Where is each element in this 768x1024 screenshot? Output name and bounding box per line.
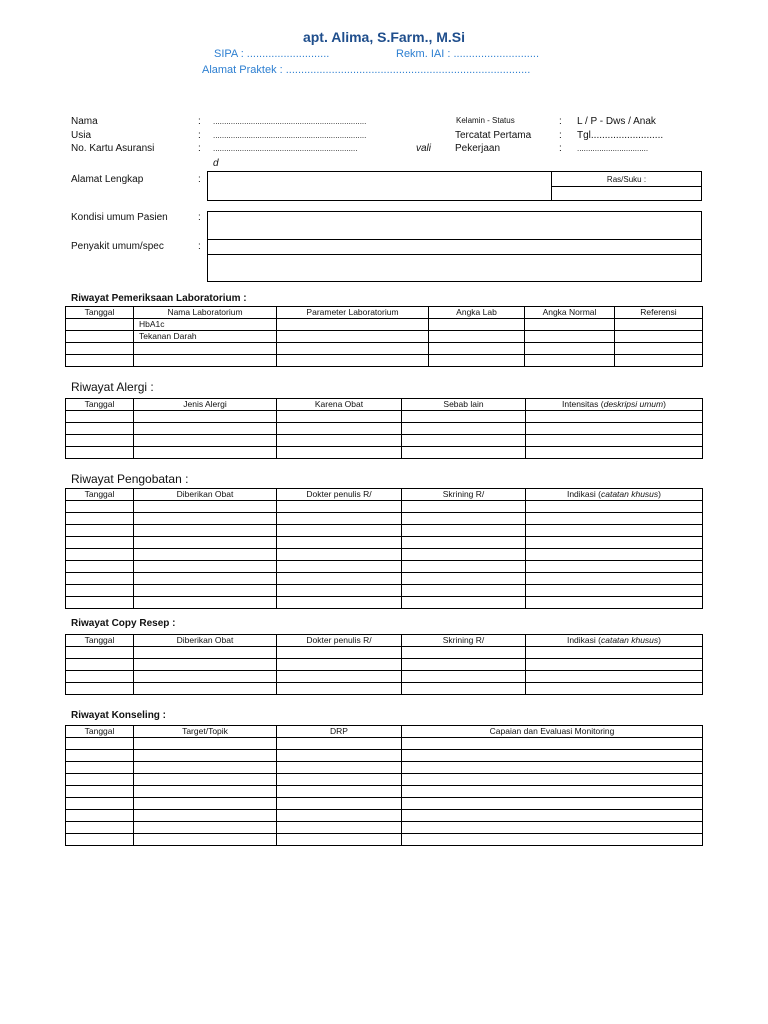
colon: : (198, 212, 201, 223)
table-cell[interactable] (134, 774, 277, 786)
table-cell[interactable] (134, 798, 277, 810)
table-cell[interactable] (66, 331, 134, 343)
table-cell[interactable] (277, 762, 402, 774)
table-cell[interactable] (402, 561, 526, 573)
column-header: Dokter penulis R/ (277, 635, 402, 647)
table-cell[interactable] (525, 355, 615, 367)
table-row (66, 501, 703, 513)
nama-value[interactable]: ..................................................................... (213, 117, 367, 126)
table-cell[interactable] (402, 537, 526, 549)
table-cell[interactable] (134, 659, 277, 671)
table-cell[interactable] (66, 683, 134, 695)
sipa-field: SIPA : ........................... (214, 48, 330, 60)
table-row (66, 319, 703, 331)
table-cell[interactable] (402, 435, 526, 447)
table-cell[interactable] (277, 525, 402, 537)
kartu-label: No. Kartu Asuransi (71, 143, 155, 154)
table-cell[interactable] (134, 786, 277, 798)
column-header: Target/Topik (134, 726, 277, 738)
table-cell[interactable] (615, 319, 703, 331)
table-cell[interactable] (526, 435, 703, 447)
table-row (66, 561, 703, 573)
table-cell[interactable] (615, 331, 703, 343)
table-cell[interactable] (402, 501, 526, 513)
column-header: Tanggal (66, 489, 134, 501)
table-cell[interactable] (66, 762, 134, 774)
table-cell[interactable] (66, 343, 134, 355)
header-text: ) (658, 489, 662, 499)
table-cell[interactable] (66, 537, 134, 549)
table-cell[interactable] (277, 786, 402, 798)
table-cell[interactable] (615, 355, 703, 367)
rekm-iai-field: Rekm. IAI : ............................ (396, 48, 540, 60)
table-cell[interactable] (134, 411, 277, 423)
column-header: Sebab lain (402, 399, 526, 411)
colon: : (198, 174, 201, 185)
table-cell[interactable] (134, 561, 277, 573)
table-cell[interactable] (277, 537, 402, 549)
table-cell[interactable] (526, 573, 703, 585)
table-row (66, 447, 703, 459)
table-row (66, 671, 703, 683)
table-cell[interactable] (66, 513, 134, 525)
table-header-row (66, 635, 703, 647)
table-row (66, 683, 703, 695)
table-cell[interactable] (134, 822, 277, 834)
table-cell[interactable] (526, 671, 703, 683)
table-cell[interactable] (134, 671, 277, 683)
kelamin-value[interactable]: L / P - Dws / Anak (577, 116, 656, 127)
table-header-row (66, 399, 703, 411)
table-cell[interactable] (277, 774, 402, 786)
column-header: Tanggal (66, 635, 134, 647)
table-cell[interactable] (526, 561, 703, 573)
copy-resep-section-title: Riwayat Copy Resep : (71, 618, 176, 629)
table-cell[interactable] (277, 573, 402, 585)
header-text-italic: deskripsi umum (603, 399, 664, 409)
table-cell[interactable] (66, 750, 134, 762)
table-cell[interactable] (429, 355, 525, 367)
table-cell[interactable] (277, 647, 402, 659)
table-cell[interactable] (134, 537, 277, 549)
table-cell[interactable] (66, 659, 134, 671)
colon: : (198, 130, 201, 141)
table-row (66, 834, 703, 846)
header-text: Indikasi ( (566, 489, 601, 499)
table-cell[interactable] (525, 331, 615, 343)
konseling-section-title: Riwayat Konseling : (71, 710, 167, 721)
table-cell[interactable] (402, 774, 703, 786)
kartu-value[interactable]: ................................................................. (213, 144, 358, 153)
table-cell[interactable] (402, 750, 703, 762)
table-cell[interactable] (134, 585, 277, 597)
usia-value[interactable]: ..................................................................... (213, 131, 367, 140)
table-cell[interactable] (134, 810, 277, 822)
table-cell[interactable] (66, 411, 134, 423)
table-cell[interactable] (66, 647, 134, 659)
ras-divider (551, 186, 702, 187)
table-cell[interactable] (66, 810, 134, 822)
lab-table (65, 306, 703, 367)
column-header: Referensi (615, 307, 703, 319)
table-row (66, 774, 703, 786)
table-cell[interactable] (526, 411, 703, 423)
table-row (66, 573, 703, 585)
nama-label: Nama (71, 116, 98, 127)
column-header: Dokter penulis R/ (277, 489, 402, 501)
table-cell[interactable] (66, 501, 134, 513)
table-cell[interactable] (277, 411, 402, 423)
table-cell[interactable] (526, 423, 703, 435)
table-cell[interactable] (277, 343, 429, 355)
colon: : (559, 116, 562, 127)
table-header-row (66, 307, 703, 319)
pengobatan-table (65, 488, 703, 609)
pekerjaan-label: Pekerjaan (455, 143, 501, 154)
table-cell[interactable] (134, 513, 277, 525)
column-header: Karena Obat (277, 399, 402, 411)
table-cell[interactable] (429, 319, 525, 331)
doctor-name-title: apt. Alima, S.Farm., M.Si (302, 29, 466, 45)
table-cell[interactable] (66, 435, 134, 447)
table-cell[interactable] (277, 750, 402, 762)
table-cell[interactable] (134, 573, 277, 585)
table-cell[interactable] (526, 647, 703, 659)
table-cell[interactable] (134, 750, 277, 762)
table-row (66, 798, 703, 810)
table-cell[interactable] (134, 343, 277, 355)
table-cell[interactable] (66, 585, 134, 597)
table-cell[interactable] (526, 549, 703, 561)
table-cell[interactable] (402, 513, 526, 525)
table-row (66, 355, 703, 367)
usia-label: Usia (71, 130, 92, 141)
table-cell[interactable] (277, 549, 402, 561)
column-header: Parameter Laboratorium (277, 307, 429, 319)
table-cell[interactable] (277, 683, 402, 695)
practice-address-field: Alamat Praktek : ................................................................................ (202, 64, 531, 76)
table-cell[interactable] (277, 331, 429, 343)
table-cell[interactable] (66, 774, 134, 786)
ras-label: Ras/Suku : (606, 175, 647, 184)
table-cell[interactable] (525, 343, 615, 355)
table-row (66, 343, 703, 355)
kondisi-box[interactable] (207, 211, 702, 282)
table-cell[interactable] (402, 786, 703, 798)
table-cell[interactable] (277, 447, 402, 459)
lab-section-title: Riwayat Pemeriksaan Laboratorium : (71, 293, 247, 304)
table-cell[interactable] (402, 683, 526, 695)
table-cell[interactable] (402, 762, 703, 774)
table-cell[interactable] (277, 834, 402, 846)
table-cell[interactable] (402, 447, 526, 459)
table-cell[interactable] (66, 561, 134, 573)
colon: : (198, 116, 201, 127)
table-cell[interactable] (402, 525, 526, 537)
table-cell[interactable] (134, 423, 277, 435)
table-cell[interactable] (526, 597, 703, 609)
table-cell[interactable] (402, 822, 703, 834)
table-cell[interactable] (277, 501, 402, 513)
colon: : (559, 130, 562, 141)
tercatat-value[interactable]: Tgl.......................... (577, 130, 664, 141)
table-cell[interactable] (66, 447, 134, 459)
table-cell[interactable] (66, 798, 134, 810)
table-cell[interactable] (402, 659, 526, 671)
table-cell[interactable] (526, 501, 703, 513)
table-cell[interactable] (402, 411, 526, 423)
column-header: Nama Laboratorium (134, 307, 277, 319)
table-cell[interactable] (134, 683, 277, 695)
table-cell[interactable] (402, 585, 526, 597)
column-header (526, 635, 703, 647)
colon: : (198, 143, 201, 154)
table-cell[interactable] (66, 423, 134, 435)
table-cell[interactable] (402, 671, 526, 683)
alamat-label: Alamat Lengkap (71, 174, 144, 185)
table-cell[interactable] (277, 810, 402, 822)
table-cell[interactable] (134, 834, 277, 846)
table-row (66, 525, 703, 537)
column-header: Capaian dan Evaluasi Monitoring (402, 726, 703, 738)
table-cell[interactable] (429, 343, 525, 355)
table-cell[interactable] (402, 798, 703, 810)
table-cell[interactable] (402, 549, 526, 561)
column-header: Jenis Alergi (134, 399, 277, 411)
table-cell[interactable] (402, 647, 526, 659)
header-text: Indikasi ( (566, 635, 601, 645)
table-cell[interactable] (66, 834, 134, 846)
table-cell[interactable] (66, 549, 134, 561)
table-header-row (66, 726, 703, 738)
table-cell[interactable] (277, 738, 402, 750)
table-cell[interactable] (402, 597, 526, 609)
table-cell[interactable] (277, 423, 402, 435)
table-cell[interactable] (66, 525, 134, 537)
alergi-section-title: Riwayat Alergi : (71, 380, 154, 394)
penyakit-divider (207, 254, 702, 255)
table-cell[interactable] (526, 585, 703, 597)
table-cell[interactable] (134, 447, 277, 459)
column-header: Tanggal (66, 726, 134, 738)
table-cell[interactable] (402, 423, 526, 435)
pengobatan-section-title: Riwayat Pengobatan : (71, 472, 189, 486)
table-cell[interactable] (134, 355, 277, 367)
table-cell[interactable] (277, 671, 402, 683)
column-header (526, 399, 703, 411)
table-cell[interactable] (277, 561, 402, 573)
table-cell[interactable] (277, 513, 402, 525)
table-row (66, 435, 703, 447)
table-cell[interactable] (134, 501, 277, 513)
table-cell[interactable] (134, 597, 277, 609)
table-cell[interactable] (402, 738, 703, 750)
column-header: Diberikan Obat (134, 635, 277, 647)
copy-resep-table (65, 634, 703, 695)
table-cell[interactable] (277, 585, 402, 597)
table-cell[interactable] (134, 525, 277, 537)
kondisi-divider (207, 239, 702, 240)
table-cell[interactable] (134, 647, 277, 659)
column-header: Diberikan Obat (134, 489, 277, 501)
table-cell[interactable] (526, 683, 703, 695)
table-cell[interactable] (66, 573, 134, 585)
table-cell[interactable]: HbA1c (134, 319, 277, 331)
table-cell[interactable] (277, 597, 402, 609)
table-row (66, 597, 703, 609)
table-cell[interactable] (66, 738, 134, 750)
table-row (66, 762, 703, 774)
column-header (526, 489, 703, 501)
table-cell[interactable] (66, 319, 134, 331)
header-text-italic: catatan khusus (600, 635, 659, 645)
table-cell[interactable] (402, 810, 703, 822)
table-row (66, 810, 703, 822)
table-cell[interactable] (277, 435, 402, 447)
table-cell[interactable] (66, 355, 134, 367)
table-cell[interactable] (277, 355, 429, 367)
header-text: Intensitas ( (562, 399, 604, 409)
kartu-suffix-d: d (213, 158, 219, 169)
table-row (66, 331, 703, 343)
table-cell[interactable] (134, 762, 277, 774)
tercatat-label: Tercatat Pertama (455, 130, 532, 141)
table-cell[interactable] (526, 525, 703, 537)
table-row (66, 738, 703, 750)
column-header: Skrining R/ (402, 489, 526, 501)
table-cell[interactable] (402, 573, 526, 585)
header-text-italic: catatan khusus (600, 489, 659, 499)
table-cell[interactable] (526, 513, 703, 525)
table-cell[interactable]: Tekanan Darah (134, 331, 277, 343)
column-header: Angka Lab (429, 307, 525, 319)
table-cell[interactable] (66, 822, 134, 834)
table-row (66, 750, 703, 762)
table-cell[interactable] (66, 786, 134, 798)
table-row (66, 411, 703, 423)
table-cell[interactable] (429, 331, 525, 343)
table-row (66, 423, 703, 435)
colon: : (559, 143, 562, 154)
konseling-table (65, 725, 703, 846)
table-cell[interactable] (277, 798, 402, 810)
table-cell[interactable] (526, 447, 703, 459)
table-cell[interactable] (402, 834, 703, 846)
penyakit-label: Penyakit umum/spec (71, 241, 164, 252)
table-cell[interactable] (526, 659, 703, 671)
column-header: Angka Normal (525, 307, 615, 319)
column-header: Tanggal (66, 307, 134, 319)
table-cell[interactable] (134, 549, 277, 561)
table-cell[interactable] (277, 659, 402, 671)
pekerjaan-value[interactable]: ................................ (577, 144, 649, 153)
table-cell[interactable] (526, 537, 703, 549)
kondisi-label: Kondisi umum Pasien (71, 212, 168, 223)
table-cell[interactable] (134, 435, 277, 447)
table-cell[interactable] (525, 319, 615, 331)
header-text: ) (663, 399, 666, 409)
table-cell[interactable] (66, 671, 134, 683)
table-cell[interactable] (277, 822, 402, 834)
column-header: Tanggal (66, 399, 134, 411)
column-header: Skrining R/ (402, 635, 526, 647)
header-text: ) (658, 635, 662, 645)
colon: : (198, 241, 201, 252)
table-header-row (66, 489, 703, 501)
table-row (66, 537, 703, 549)
table-row (66, 822, 703, 834)
alergi-table (65, 398, 703, 459)
table-row (66, 585, 703, 597)
table-cell[interactable] (66, 597, 134, 609)
table-cell[interactable] (134, 738, 277, 750)
table-row (66, 513, 703, 525)
table-cell[interactable] (277, 319, 429, 331)
table-row (66, 659, 703, 671)
table-row (66, 647, 703, 659)
column-header: DRP (277, 726, 402, 738)
table-cell[interactable] (615, 343, 703, 355)
table-row (66, 786, 703, 798)
table-row (66, 549, 703, 561)
kartu-suffix: vali (416, 143, 432, 154)
kelamin-label: Kelamin - Status (456, 116, 515, 125)
